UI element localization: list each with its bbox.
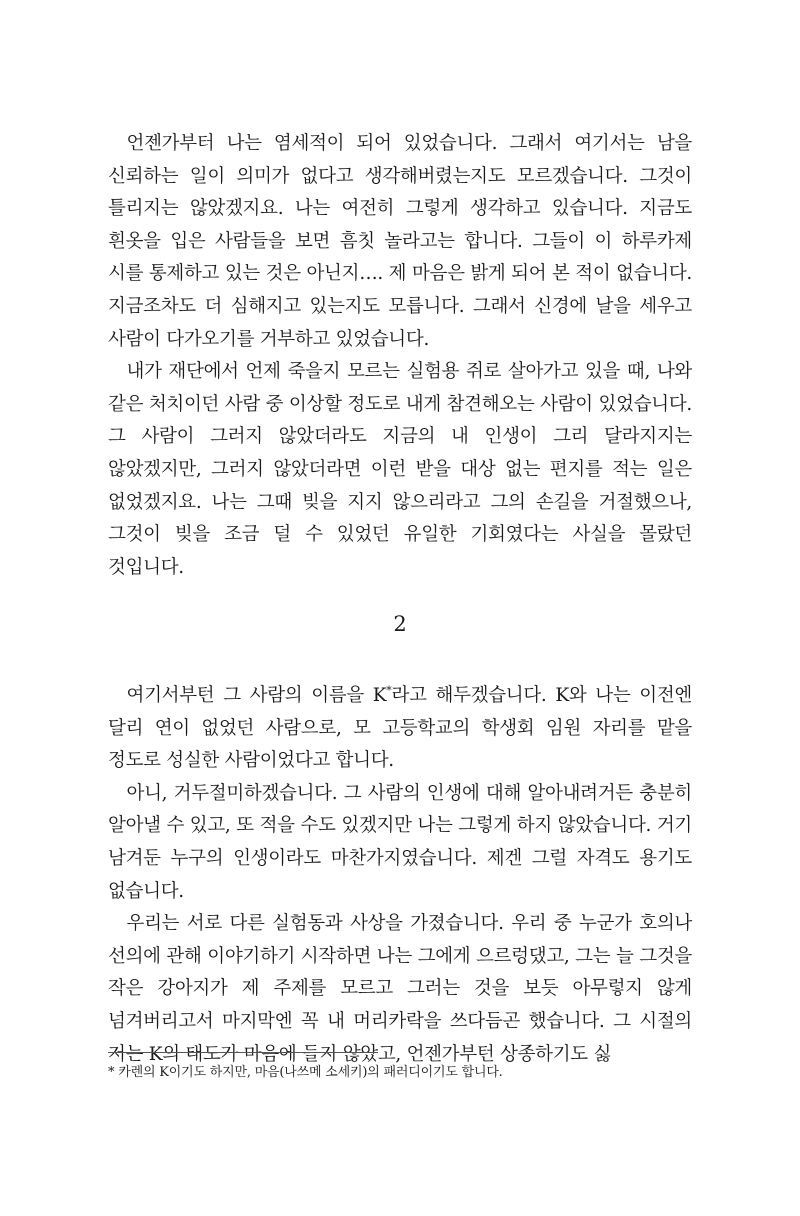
paragraph: 우리는 서로 다른 실험동과 사상을 가졌습니다. 우리 중 누군가 호의나 선의에 관해 이야기하기 시작하면 나는 그에게 으르렁댔고, 그는 늘 그것을 작은 강아지가 제 주제를 모르고 그러는 것을 보듯 아무렇지 않게 넘겨버리고서 마지막엔 꼭 내 머리카락을 쓰다듬곤 했습니다. 그 시절의 저는 K의 태도가 마음에 들지 않았고, 언젠가부턴 상종하기도 싫 xyxy=(108,913,692,1065)
section-1-body xyxy=(108,128,692,584)
footnote-marker: * xyxy=(386,683,392,697)
chapter-number: 2 xyxy=(393,612,407,636)
paragraph: 내가 재단에서 언제 죽을지 모르는 실험용 쥐로 살아가고 있을 때, 나와 같은 처치이던 사람 중 이상할 정도로 내게 참견해오는 사람이 있었습니다. 그 사람이 그러지 않았더라도 지금의 내 인생이 그리 달라지지는 않았겠지만, 그러지 않았더라면 이런 받을 대상 없는 편지를 적는 일은 없었겠지요. 나는 그때 빚을 지지 않으리라고 그의 손길을 거절했으나, 그것이 빚을 조금 덜 수 있었던 유일한 기회였다는 사실을 몰랐던 것입니다. xyxy=(108,361,692,578)
footnote-divider xyxy=(108,1052,378,1053)
paragraph-text: 여기서부턴 그 사람의 이름을 K xyxy=(126,685,387,706)
section-2-body xyxy=(108,680,692,1071)
paragraph xyxy=(108,680,692,778)
paragraph-text: 라고 해두겠습니다. K와 나는 이전엔 달리 연이 없었던 사람으로, 모 고등학교의 학생회 임원 자리를 맡을 정도로 성실한 사람이었다고 합니다. xyxy=(108,685,693,772)
paragraph: 아니, 거두절미하겠습니다. 그 사람의 인생에 대해 알아내려거든 충분히 알아낼 수 있고, 또 적을 수도 있겠지만 나는 그렇게 하지 않았습니다. 거기 남겨둔 누구의 인생이라도 마찬가지였습니다. 제겐 그럴 자격도 용기도 없습니다. xyxy=(108,782,692,902)
paragraph: 언젠가부터 나는 염세적이 되어 있었습니다. 그래서 여기서는 남을 신뢰하는 일이 의미가 없다고 생각해버렸는지도 모르겠습니다. 그것이 틀리지는 않았겠지요. 나는 여전히 그렇게 생각하고 있습니다. 지금도 흰옷을 입은 사람들을 보면 흠칫 놀라고는 합니다. 그들이 이 하루카제 시를 통제하고 있는 것은 아닌지…. 제 마음은 밝게 되어 본 적이 없습니다. 지금조차도 더 심해지고 있는지도 모릅니다. 그래서 신경에 날을 세우고 사람이 다가오기를 거부하고 있었습니다. xyxy=(108,133,692,350)
footnote: * 카렌의 K이기도 하지만, 마음(나쓰메 소세키)의 패러디이기도 합니다. xyxy=(108,1065,503,1080)
